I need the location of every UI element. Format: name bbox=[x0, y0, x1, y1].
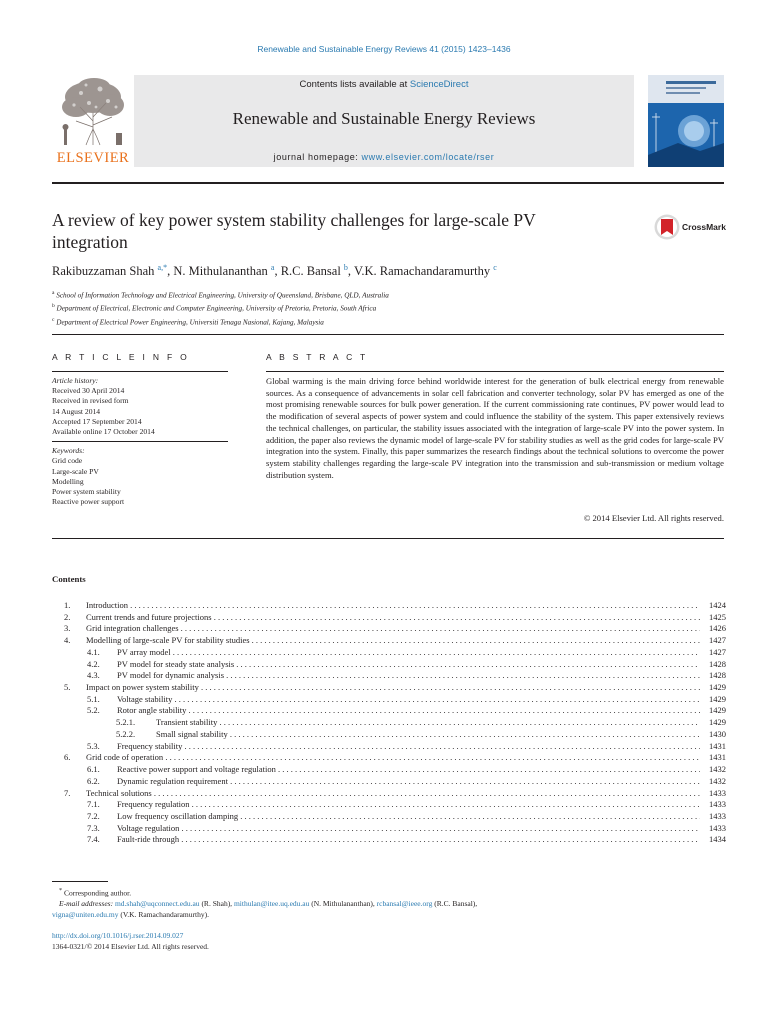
toc-entry-title[interactable]: PV model for dynamic analysis . . . bbox=[117, 670, 700, 682]
email-link[interactable]: md.shah@uqconnect.edu.au bbox=[114, 899, 200, 909]
abstract-rule bbox=[266, 371, 724, 372]
cover-image bbox=[648, 103, 724, 167]
toc-entry-title[interactable]: Voltage stability . . . bbox=[117, 694, 700, 706]
toc-entry-number: 5.3. bbox=[87, 740, 100, 751]
keyword-item: Reactive power support bbox=[52, 497, 125, 507]
history-revised-date: 14 August 2014 bbox=[52, 406, 101, 416]
journal-band bbox=[134, 75, 634, 167]
toc-entry-page[interactable]: 1427 bbox=[700, 647, 726, 659]
toc-entry[interactable] bbox=[52, 670, 726, 682]
doi-link[interactable]: http://dx.doi.org/10.1016/j.rser.2014.09.027 bbox=[52, 931, 184, 940]
author-1-affil[interactable]: a,* bbox=[157, 263, 168, 272]
author-2-affil[interactable]: a bbox=[270, 263, 275, 272]
journal-citation[interactable]: Renewable and Sustainable Energy Reviews 41 (2015) 1423–1436 bbox=[257, 44, 511, 54]
toc-entry-title[interactable]: Transient stability . . . bbox=[156, 717, 700, 729]
toc-entry-page[interactable]: 1432 bbox=[700, 776, 726, 788]
toc-entry-title[interactable]: Frequency stability . . . bbox=[117, 741, 700, 753]
toc-entry-number: 7.2. bbox=[87, 810, 100, 821]
toc-entry-title[interactable]: PV array model . . . bbox=[117, 647, 700, 659]
masthead-rule bbox=[52, 182, 724, 184]
toc-entry-number: 5.1. bbox=[87, 693, 100, 704]
toc-entry-number: 4.2. bbox=[87, 658, 100, 669]
toc-entry[interactable] bbox=[52, 799, 726, 811]
toc-entry[interactable] bbox=[52, 834, 726, 846]
elsevier-wordmark: ELSEVIER bbox=[56, 150, 130, 166]
toc-entry-number: 7.1. bbox=[87, 799, 100, 810]
email-link[interactable]: rcbansal@ieee.org bbox=[376, 899, 433, 909]
toc-entry-page[interactable]: 1427 bbox=[700, 635, 726, 647]
toc-entry-number: 7.4. bbox=[87, 834, 100, 845]
toc-entry[interactable] bbox=[52, 682, 726, 694]
toc-entry-page[interactable]: 1429 bbox=[700, 694, 726, 706]
abstract-heading: A B S T R A C T bbox=[266, 352, 369, 362]
contents-heading: Contents bbox=[52, 574, 86, 584]
toc-entry[interactable] bbox=[52, 623, 726, 635]
toc-entry-page[interactable]: 1429 bbox=[700, 682, 726, 694]
journal-cover-thumbnail[interactable] bbox=[648, 75, 724, 167]
email-addresses: E-mail addresses: md.shah@uqconnect.edu.au (R. Shah), mithulan@itee.uq.edu.au (N. Mithulananthan), rcbansal@ieee.org (R.C. Bansal), bbox=[59, 899, 478, 909]
article-info-heading: A R T I C L E I N F O bbox=[52, 352, 190, 362]
toc-entry-title[interactable]: Low frequency oscillation damping . . . bbox=[117, 811, 700, 823]
sciencedirect-link[interactable]: ScienceDirect bbox=[409, 79, 469, 90]
affiliation-b: $^b$ Department of Electrical, Electronic and Computer Engineering, University of Pretoria, Pretoria, South Africa bbox=[52, 303, 377, 313]
toc-entry-title[interactable]: Rotor angle stability . . . bbox=[117, 705, 700, 717]
footnote-rule bbox=[52, 881, 108, 882]
email-label: E-mail addresses: bbox=[59, 899, 114, 909]
toc-entry-number: 5.2.1. bbox=[116, 717, 136, 728]
toc-entry-page[interactable]: 1425 bbox=[700, 612, 726, 624]
author-2[interactable]: N. Mithulananthan $^a$, bbox=[173, 263, 281, 279]
toc-entry-number: 6. bbox=[64, 752, 71, 763]
elsevier-tree-icon bbox=[56, 77, 130, 147]
toc-entry-number: 4. bbox=[64, 635, 71, 646]
abstract-copyright: © 2014 Elsevier Ltd. All rights reserved. bbox=[583, 513, 724, 523]
doi-block bbox=[52, 931, 724, 952]
author-4[interactable]: V.K. Ramachandaramurthy $^c$ bbox=[353, 263, 497, 279]
toc-entry-page[interactable]: 1433 bbox=[700, 811, 726, 823]
author-1[interactable]: Rakibuzzaman Shah $^{a,*}$, bbox=[52, 263, 174, 279]
history-label: Article history: bbox=[52, 376, 99, 385]
toc-entry[interactable] bbox=[52, 659, 726, 671]
keywords-divider bbox=[52, 441, 228, 442]
toc-entry-number: 5.2. bbox=[87, 705, 100, 716]
toc-entry-title[interactable]: Technical solutions . . . bbox=[86, 788, 700, 800]
keyword-item: Power system stability bbox=[52, 487, 121, 497]
email-addresses-cont: vigna@uniten.edu.my (V.K. Ramachandaramurthy). bbox=[52, 909, 209, 919]
toc-entry-page[interactable]: 1434 bbox=[700, 834, 726, 846]
journal-name: Renewable and Sustainable Energy Reviews bbox=[232, 109, 536, 128]
toc-entry[interactable] bbox=[52, 717, 726, 729]
crossmark-icon bbox=[654, 214, 680, 240]
toc-entry-title[interactable]: Grid integration challenges . . . bbox=[86, 623, 700, 635]
abstract-bottom-rule bbox=[52, 538, 724, 539]
homepage-label: journal homepage: bbox=[273, 152, 362, 162]
article-title: A review of key power system stability challenges for large-scale PV integration bbox=[52, 210, 536, 252]
toc-entry-title[interactable]: Voltage regulation . . . bbox=[117, 823, 700, 835]
toc-entry-title[interactable]: Modelling of large-scale PV for stability studies . . . bbox=[86, 635, 700, 647]
toc-entry[interactable] bbox=[52, 705, 726, 717]
toc-entry-title[interactable]: Reactive power support and voltage regulation . . . bbox=[117, 764, 700, 776]
keyword-item: Modelling bbox=[52, 476, 84, 486]
keyword-item: Large-scale PV bbox=[52, 466, 99, 476]
toc-entry-number: 6.2. bbox=[87, 775, 100, 786]
toc-entry[interactable] bbox=[52, 752, 726, 764]
journal-homepage-link[interactable]: www.elsevier.com/locate/rser bbox=[361, 152, 495, 162]
toc-entry-number: 2. bbox=[64, 611, 71, 622]
toc-entry-page[interactable]: 1426 bbox=[700, 623, 726, 635]
toc-entry-title[interactable]: Dynamic regulation requirement . . . bbox=[117, 776, 700, 788]
toc-entry-page[interactable]: 1432 bbox=[700, 764, 726, 776]
toc-entry[interactable] bbox=[52, 635, 726, 647]
history-revised: Received in revised form bbox=[52, 396, 129, 406]
journal-masthead bbox=[52, 75, 724, 167]
toc-entry-number: 7.3. bbox=[87, 822, 100, 833]
affiliation-a: $^a$ School of Information Technology and Electrical Engineering, University of Queensland, Brisbane, QLD, Australia bbox=[52, 290, 389, 300]
author-3[interactable]: R.C. Bansal $^b$, bbox=[280, 263, 354, 279]
toc-entry-page[interactable]: 1431 bbox=[700, 752, 726, 764]
author-list bbox=[52, 263, 724, 279]
email-link[interactable]: mithulan@itee.uq.edu.au bbox=[233, 899, 310, 909]
toc-entry[interactable] bbox=[52, 729, 726, 741]
toc-entry-page[interactable]: 1433 bbox=[700, 799, 726, 811]
crossmark-badge[interactable] bbox=[654, 214, 728, 242]
affiliation-list bbox=[52, 288, 724, 328]
toc-entry[interactable] bbox=[52, 741, 726, 753]
toc-entry-page[interactable]: 1428 bbox=[700, 659, 726, 671]
toc-entry[interactable] bbox=[52, 647, 726, 659]
toc-entry-number: 4.1. bbox=[87, 646, 100, 657]
toc-entry-page[interactable]: 1430 bbox=[700, 729, 726, 741]
toc-entry-title[interactable]: Current trends and future projections . . . bbox=[86, 612, 700, 624]
toc-entry-title[interactable]: Fault-ride through . . . bbox=[117, 834, 700, 846]
article-info bbox=[52, 376, 228, 507]
contents-available-line bbox=[134, 79, 634, 90]
toc-entry-page[interactable]: 1429 bbox=[700, 705, 726, 717]
crossmark-label: CrossMark bbox=[682, 222, 726, 232]
toc-entry-number: 6.1. bbox=[87, 764, 100, 775]
table-of-contents bbox=[52, 600, 726, 846]
toc-entry[interactable] bbox=[52, 694, 726, 706]
toc-entry-page[interactable]: 1431 bbox=[700, 741, 726, 753]
footnotes bbox=[52, 886, 724, 920]
history-online: Available online 17 October 2014 bbox=[52, 427, 155, 437]
toc-entry-number: 3. bbox=[64, 623, 71, 634]
email-link[interactable]: vigna@uniten.edu.my bbox=[52, 909, 119, 919]
cover-title-area bbox=[648, 75, 724, 103]
toc-entry[interactable] bbox=[52, 776, 726, 788]
toc-entry[interactable] bbox=[52, 600, 726, 612]
history-received: Received 30 April 2014 bbox=[52, 386, 125, 396]
article-info-rule bbox=[52, 371, 228, 372]
toc-entry-title[interactable]: Grid code of operation . . . bbox=[86, 752, 700, 764]
toc-entry-number: 4.3. bbox=[87, 670, 100, 681]
contents-available-text: Contents lists available at bbox=[299, 79, 410, 90]
toc-entry-number: 5.2.2. bbox=[116, 728, 136, 739]
elsevier-logo[interactable] bbox=[52, 75, 134, 167]
toc-entry-page[interactable]: 1433 bbox=[700, 788, 726, 800]
history-accepted: Accepted 17 September 2014 bbox=[52, 416, 142, 426]
toc-entry[interactable] bbox=[52, 612, 726, 624]
abstract-text: Global warming is the main driving force behind worldwide interest for the generation of bulk electrical energy from renewable sources. As a consequence of advancements in solar cell fabrication and converter technology, solar PV has emerged as one of the most promising renewable sources for bulk power generation. If the current commissioning rate continues, PV power would lead to the modification of several aspects of power system and could influence the stability of the system. This paper extensively reviews the technical challenges, on particular, the stability issues associated with the integration of large-scale PV into the power system. In addition, the paper also reviews the dynamic model of large-scale PV for stability studies as well as the grid codes for large-scale PV integration into the system. Finally, this paper summarizes the research findings about the technical solutions to overcome the power system stability challenges regarding the large-scale PV integration into the transmission and sub-transmission or medium voltage distribution system. bbox=[266, 376, 724, 480]
author-3-affil[interactable]: b bbox=[343, 263, 348, 272]
toc-entry-page[interactable]: 1433 bbox=[700, 823, 726, 835]
affiliation-c: $^c$ Department of Electrical Power Engineering, Universiti Tenaga Nasional, Kajang, Malaysia bbox=[52, 316, 324, 327]
toc-entry-title[interactable]: Introduction . . . bbox=[86, 600, 700, 612]
toc-entry-title[interactable]: Frequency regulation . . . bbox=[117, 799, 700, 811]
toc-entry-title[interactable]: Impact on power system stability . . . bbox=[86, 682, 700, 694]
toc-entry-number: 1. bbox=[64, 600, 71, 610]
toc-entry-number: 7. bbox=[64, 787, 71, 798]
toc-entry[interactable] bbox=[52, 823, 726, 835]
toc-entry-number: 5. bbox=[64, 682, 71, 693]
toc-entry-page[interactable]: 1428 bbox=[700, 670, 726, 682]
toc-entry[interactable] bbox=[52, 764, 726, 776]
corresponding-author-note: * Corresponding author. bbox=[59, 887, 132, 898]
toc-entry[interactable] bbox=[52, 788, 726, 800]
toc-entry-page[interactable]: 1429 bbox=[700, 717, 726, 729]
keywords-label: Keywords: bbox=[52, 446, 85, 456]
keyword-item: Grid code bbox=[52, 456, 83, 466]
author-4-affil[interactable]: c bbox=[493, 263, 497, 272]
toc-entry[interactable] bbox=[52, 811, 726, 823]
journal-homepage-line bbox=[134, 152, 634, 162]
issn-line: 1364-0321/© 2014 Elsevier Ltd. All rights reserved. bbox=[52, 941, 209, 951]
toc-entry-title[interactable]: PV model for steady state analysis . . . bbox=[117, 659, 700, 671]
toc-entry-title[interactable]: Small signal stability . . . bbox=[156, 729, 700, 741]
toc-entry-page[interactable]: 1424 bbox=[700, 600, 726, 612]
header-divider bbox=[52, 334, 724, 335]
